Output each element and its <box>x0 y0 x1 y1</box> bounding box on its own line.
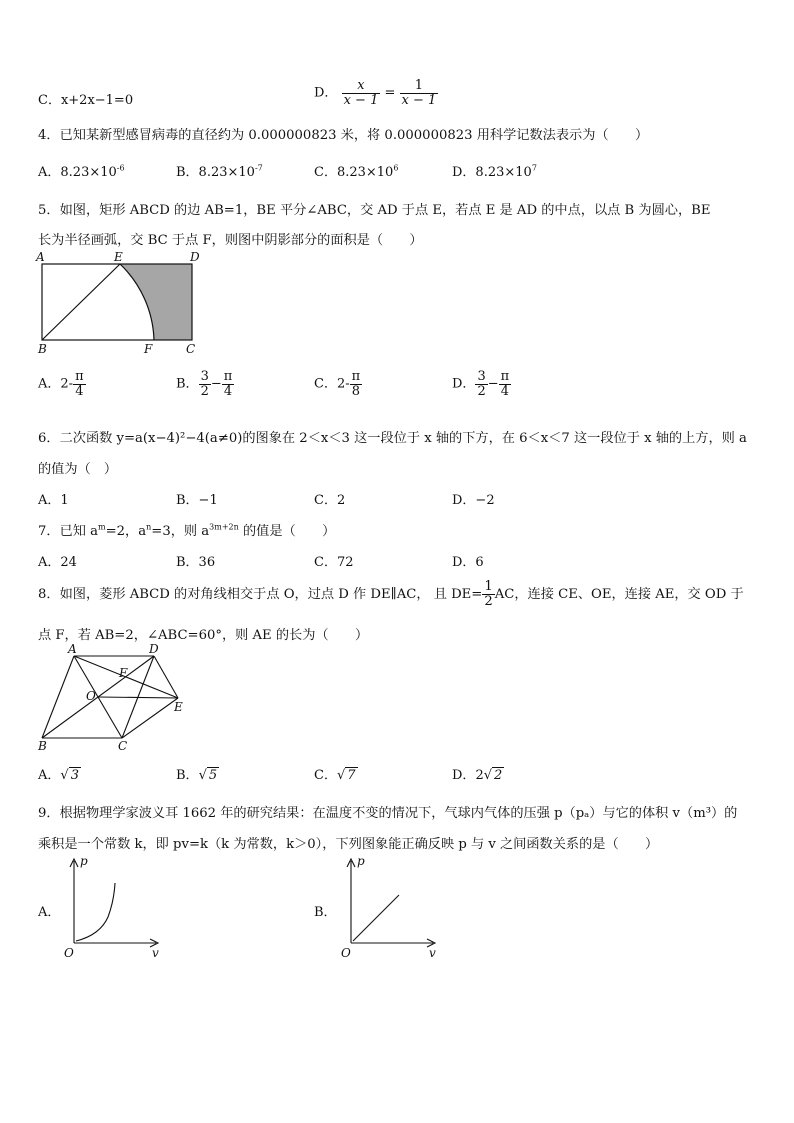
q3-option-d-label: D． <box>314 85 338 101</box>
q9-option-b-label: B． <box>314 905 337 920</box>
q5-option-d <box>452 370 511 398</box>
q8-stem-line2: 点 F，若 AB=2，∠ABC=60°，则 AE 的长为（ ） <box>38 628 369 643</box>
q8-rhombus-figure <box>34 642 194 754</box>
option-exponent: -7 <box>254 163 263 173</box>
fraction-numerator: 3 <box>477 369 486 384</box>
option-exponent: -6 <box>116 163 125 173</box>
option-label: A．8.23×10 <box>38 165 117 180</box>
q7-text: 的值是（ ） <box>238 524 336 539</box>
q9-stem-line2: 乘积是一个常数 k，即 pv=k（k 为常数，k＞0），下列图象能正确反映 p 与 v 之间函数关系的是（ ） <box>38 837 659 852</box>
q8-option-c <box>314 764 358 783</box>
option-fraction-2 <box>222 370 235 398</box>
q8-label-o: O <box>86 689 96 703</box>
q8-option-b <box>176 764 219 783</box>
q8-text: 8．如图，菱形 ABCD 的对角线相交于点 O，过点 D 作 DE∥AC， 且 DE= <box>38 586 483 602</box>
q8-segment-de <box>154 656 178 698</box>
option-prefix: 2- <box>336 376 350 392</box>
radicand: 3 <box>70 768 79 783</box>
fraction-numerator: π <box>223 369 233 384</box>
fraction-denominator: 4 <box>223 383 233 399</box>
q5-label-b: B <box>38 342 47 356</box>
fraction-denominator: 4 <box>500 383 510 399</box>
q4-option-a <box>38 161 125 180</box>
q4-option-d <box>452 161 537 180</box>
equals-sign: = <box>384 85 396 101</box>
q5-rectangle-figure <box>34 252 204 358</box>
q3-option-d-lhs <box>342 79 381 107</box>
axis-label-v: v <box>429 946 436 960</box>
q6-option-d: D．−2 <box>452 493 495 508</box>
q5-label-f: F <box>144 342 153 356</box>
q7-exponent-m: m <box>98 522 106 532</box>
option-label: B． <box>176 376 199 392</box>
fraction-numerator: π <box>75 369 84 384</box>
axis-label-p: p <box>80 854 88 868</box>
fraction-numerator: 3 <box>200 369 209 384</box>
q3-option-c: C．x+2x−1=0 <box>38 93 134 108</box>
q7-option-a: A．24 <box>38 555 77 570</box>
q4-stem: 4．已知某新型感冒病毒的直径约为 0.000000823 米，将 0.000000823 用科学记数法表示为（ ） <box>38 128 649 143</box>
q4-option-c <box>314 161 398 180</box>
q9-option-a-label: A． <box>38 905 61 920</box>
sqrt-expression: √ 3 <box>60 768 79 783</box>
fraction-denominator: 2 <box>477 383 486 399</box>
axis-label-p: p <box>357 854 365 868</box>
q8-text: AC，连接 CE、OE，连接 AE，交 OD 于 <box>494 586 744 602</box>
q6-option-b: B．−1 <box>176 493 218 508</box>
option-fraction-2 <box>499 370 512 398</box>
q8-label-d: D <box>149 642 159 656</box>
q7-option-c: C．72 <box>314 555 354 570</box>
q8-label-c: C <box>118 739 128 753</box>
fraction-denominator: x − 1 <box>401 92 437 108</box>
q7-text: 7．已知 a <box>38 524 99 539</box>
sqrt-expression: √ 2 <box>483 768 503 783</box>
q8-fraction-half <box>482 580 494 609</box>
q5-stem-line2: 长为半径画弧，交 BC 于点 F，则图中阴影部分的面积是（ ） <box>38 233 423 248</box>
fraction-denominator: x − 1 <box>343 92 379 108</box>
option-label: C． <box>314 768 337 783</box>
q5-label-a: A <box>36 250 45 264</box>
q7-text: =3，则 a <box>151 524 210 539</box>
q3-option-d-rhs <box>400 79 439 107</box>
q5-label-c: C <box>186 342 196 356</box>
q5-label-d: D <box>190 250 200 264</box>
q5-stem-line1: 5．如图，矩形 ABCD 的边 AB=1，BE 平分∠ABC，交 AD 于点 E，若点 E 是 AD 的中点，以点 B 为圆心，BE <box>38 203 711 218</box>
option-label: A． <box>38 768 61 783</box>
minus-sign: − <box>210 376 222 392</box>
q5-option-c <box>314 370 362 398</box>
option-label: D． <box>452 768 476 783</box>
q8-option-d <box>452 764 504 783</box>
q6-option-a: A．1 <box>38 493 69 508</box>
q8-label-a: A <box>68 642 77 656</box>
origin-label: O <box>64 946 74 960</box>
q4-option-b <box>176 161 263 180</box>
q7-stem <box>38 520 335 539</box>
option-label: D． <box>452 376 476 392</box>
q9-option-a-graph <box>60 855 170 965</box>
q3-option-d <box>314 79 438 107</box>
coefficient: 2 <box>475 768 484 783</box>
q6-option-c: C．2 <box>314 493 346 508</box>
q7-option-b: B．36 <box>176 555 216 570</box>
radicand: 7 <box>347 768 356 783</box>
q9-option-b-graph <box>337 855 447 965</box>
q7-exponent-3m2n: 3m+2n <box>209 522 239 532</box>
origin-label: O <box>341 946 351 960</box>
sqrt-expression: √ 7 <box>336 768 356 783</box>
fraction-denominator: 2 <box>484 593 493 609</box>
q8-segment-ce <box>122 698 178 738</box>
fraction-denominator: 8 <box>351 383 361 399</box>
minus-sign: − <box>487 376 499 392</box>
q7-option-d: D．6 <box>452 555 484 570</box>
q5-option-b <box>176 370 234 398</box>
q6-stem-line1: 6．二次函数 y=a(x−4)²−4(a≠0)的图象在 2＜x＜3 这一段位于 x 轴的下方，在 6＜x＜7 这一段位于 x 轴的上方，则 a <box>38 431 747 446</box>
radicand: 2 <box>494 768 503 783</box>
q7-exponent-n: n <box>146 522 152 532</box>
fraction-numerator: 1 <box>400 79 439 94</box>
fraction-numerator: π <box>500 369 510 384</box>
option-label: A． <box>38 376 61 392</box>
q9-stem-line1: 9．根据物理学家波义耳 1662 年的研究结果：在温度不变的情况下，气球内气体的压强 p（pₐ）与它的体积 v（m³）的 <box>38 806 738 821</box>
q7-text: =2，a <box>105 524 147 539</box>
option-label: C．8.23×10 <box>314 165 394 180</box>
option-fraction <box>73 370 86 398</box>
option-fraction <box>475 370 487 398</box>
curve-increasing <box>76 883 115 941</box>
option-fraction <box>199 370 211 398</box>
fraction-numerator: π <box>351 369 361 384</box>
option-fraction <box>350 370 363 398</box>
sqrt-expression: √ 5 <box>198 768 218 783</box>
fraction-numerator: 1 <box>484 579 493 594</box>
option-label: B．8.23×10 <box>176 165 255 180</box>
axis-label-v: v <box>152 946 159 960</box>
q8-option-a <box>38 764 81 783</box>
q5-option-a <box>38 370 86 398</box>
q8-label-b: B <box>38 739 47 753</box>
q8-label-f: F <box>119 666 128 680</box>
option-label: D．8.23×10 <box>452 165 532 180</box>
radicand: 5 <box>208 768 218 783</box>
option-label: C． <box>314 376 337 392</box>
q5-label-e: E <box>114 250 123 264</box>
line-proportional <box>353 895 399 941</box>
fraction-numerator: x <box>342 79 381 94</box>
option-exponent: 6 <box>393 163 399 173</box>
fraction-denominator: 2 <box>200 383 209 399</box>
q6-stem-line2: 的值为（ ） <box>38 462 118 477</box>
q8-label-e: E <box>174 700 183 714</box>
option-prefix: 2- <box>60 376 74 392</box>
option-exponent: 7 <box>531 163 537 173</box>
q8-stem-line1 <box>38 580 744 609</box>
q5-segment-be <box>42 264 120 340</box>
q8-segment-oe <box>98 697 178 698</box>
fraction-denominator: 4 <box>75 383 84 399</box>
option-label: B． <box>176 768 199 783</box>
